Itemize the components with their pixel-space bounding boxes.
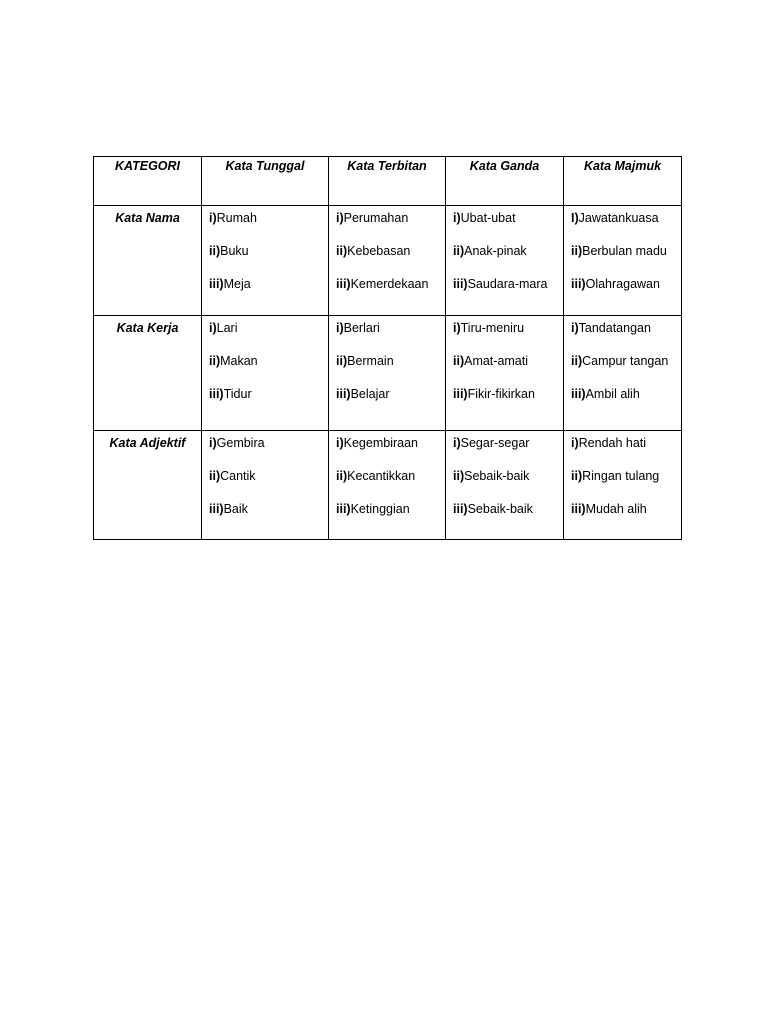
item-number: i): [571, 436, 579, 450]
item-number: i): [453, 211, 461, 225]
item-word: Rendah hati: [578, 436, 647, 450]
list-item: [453, 244, 563, 277]
item-word: Cantik: [220, 469, 256, 483]
item-number: ii): [336, 469, 348, 483]
item-word: Ringan tulang: [582, 469, 660, 483]
item-number: ii): [453, 354, 465, 368]
item-number: iii): [453, 502, 468, 516]
item-number: i): [571, 321, 579, 335]
item-word: Sebaik-baik: [467, 502, 533, 516]
list-item: [209, 354, 328, 387]
item-number: iii): [209, 502, 224, 516]
header-kata-terbitan: Kata Terbitan: [329, 157, 446, 206]
item-word: Sebaik-baik: [464, 469, 530, 483]
item-number: iii): [209, 387, 224, 401]
item-number: ii): [209, 469, 221, 483]
item-word: Kemerdekaan: [350, 277, 429, 291]
item-word: Fikir-fikirkan: [467, 387, 535, 401]
item-word: Baik: [223, 502, 248, 516]
list-item: [571, 354, 681, 387]
item-number: ii): [571, 469, 583, 483]
item-word: Makan: [220, 354, 258, 368]
item-number: ii): [571, 354, 583, 368]
list-item: [453, 277, 563, 310]
item-word: Ketinggian: [350, 502, 410, 516]
list-item: [571, 502, 681, 535]
item-number: ii): [336, 244, 348, 258]
item-number: i): [209, 211, 217, 225]
list-item: [209, 211, 328, 244]
table-cell: [202, 431, 329, 540]
list-item: [571, 277, 681, 310]
item-number: ii): [571, 244, 583, 258]
category-cell: Kata Nama: [94, 206, 202, 316]
list-item: [453, 502, 563, 535]
table-cell: [202, 316, 329, 431]
header-kata-ganda: Kata Ganda: [446, 157, 564, 206]
item-word: Berlari: [343, 321, 380, 335]
item-number: ii): [453, 469, 465, 483]
item-number: iii): [453, 277, 468, 291]
table-cell: [329, 316, 446, 431]
header-kata-tunggal: Kata Tunggal: [202, 157, 329, 206]
item-number: i): [336, 211, 344, 225]
list-item: [209, 436, 328, 469]
item-word: Rumah: [216, 211, 257, 225]
list-item: [209, 387, 328, 420]
item-word: Saudara-mara: [467, 277, 548, 291]
item-word: Ubat-ubat: [460, 211, 516, 225]
item-word: Kecantikkan: [347, 469, 416, 483]
item-number: iii): [209, 277, 224, 291]
item-number: i): [209, 436, 217, 450]
header-kata-majmuk: Kata Majmuk: [564, 157, 682, 206]
item-word: Gembira: [216, 436, 265, 450]
item-word: Berbulan madu: [582, 244, 667, 258]
list-item: [453, 469, 563, 502]
table-cell: [564, 206, 682, 316]
table-cell: [446, 431, 564, 540]
table-cell: [564, 316, 682, 431]
item-number: ii): [336, 354, 348, 368]
list-item: [571, 211, 681, 244]
list-item: [209, 469, 328, 502]
list-item: [571, 387, 681, 420]
item-word: Ambil alih: [585, 387, 640, 401]
list-item: [209, 321, 328, 354]
item-word: Tandatangan: [578, 321, 651, 335]
table-row-kata-nama: [94, 206, 682, 316]
table-cell: [446, 316, 564, 431]
item-number: ii): [453, 244, 465, 258]
header-kategori: KATEGORI: [94, 157, 202, 206]
word-category-table: [93, 156, 682, 540]
list-item: [571, 436, 681, 469]
item-word: Kegembiraan: [343, 436, 418, 450]
item-number: ii): [209, 354, 221, 368]
item-word: Campur tangan: [582, 354, 669, 368]
list-item: [453, 387, 563, 420]
list-item: [571, 321, 681, 354]
item-word: Segar-segar: [460, 436, 530, 450]
table-cell: [446, 206, 564, 316]
list-item: [336, 244, 445, 277]
item-number: iii): [336, 387, 351, 401]
item-word: Lari: [216, 321, 238, 335]
item-number: iii): [571, 387, 586, 401]
list-item: [336, 354, 445, 387]
table-cell: [564, 431, 682, 540]
item-number: iii): [336, 502, 351, 516]
item-number: i): [209, 321, 217, 335]
item-word: Tiru-meniru: [460, 321, 525, 335]
item-word: Meja: [223, 277, 251, 291]
item-word: Anak-pinak: [464, 244, 527, 258]
item-word: Kebebasan: [347, 244, 411, 258]
list-item: [453, 321, 563, 354]
item-word: Olahragawan: [585, 277, 660, 291]
list-item: [453, 211, 563, 244]
item-number: ii): [209, 244, 221, 258]
list-item: [336, 277, 445, 310]
item-word: Jawatankuasa: [578, 211, 659, 225]
item-number: iii): [453, 387, 468, 401]
list-item: [209, 502, 328, 535]
item-number: i): [336, 321, 344, 335]
list-item: [336, 469, 445, 502]
list-item: [336, 321, 445, 354]
category-cell: Kata Adjektif: [94, 431, 202, 540]
table-cell: [202, 206, 329, 316]
item-word: Amat-amati: [464, 354, 529, 368]
list-item: [571, 469, 681, 502]
table-cell: [329, 431, 446, 540]
item-number: iii): [571, 502, 586, 516]
item-number: i): [336, 436, 344, 450]
item-word: Belajar: [350, 387, 390, 401]
table-row-kata-kerja: [94, 316, 682, 431]
item-word: Perumahan: [343, 211, 409, 225]
list-item: [209, 277, 328, 310]
list-item: [336, 211, 445, 244]
item-number: i): [453, 436, 461, 450]
item-word: Tidur: [223, 387, 252, 401]
list-item: [336, 436, 445, 469]
category-cell: Kata Kerja: [94, 316, 202, 431]
header-row: [94, 157, 682, 206]
table-row-kata-adjektif: [94, 431, 682, 540]
list-item: [336, 502, 445, 535]
table-cell: [329, 206, 446, 316]
item-number: i): [453, 321, 461, 335]
item-word: Bermain: [347, 354, 394, 368]
list-item: [336, 387, 445, 420]
list-item: [453, 354, 563, 387]
item-number: iii): [571, 277, 586, 291]
item-word: Buku: [220, 244, 249, 258]
list-item: [571, 244, 681, 277]
list-item: [209, 244, 328, 277]
item-number: I): [571, 211, 579, 225]
list-item: [453, 436, 563, 469]
item-word: Mudah alih: [585, 502, 647, 516]
item-number: iii): [336, 277, 351, 291]
